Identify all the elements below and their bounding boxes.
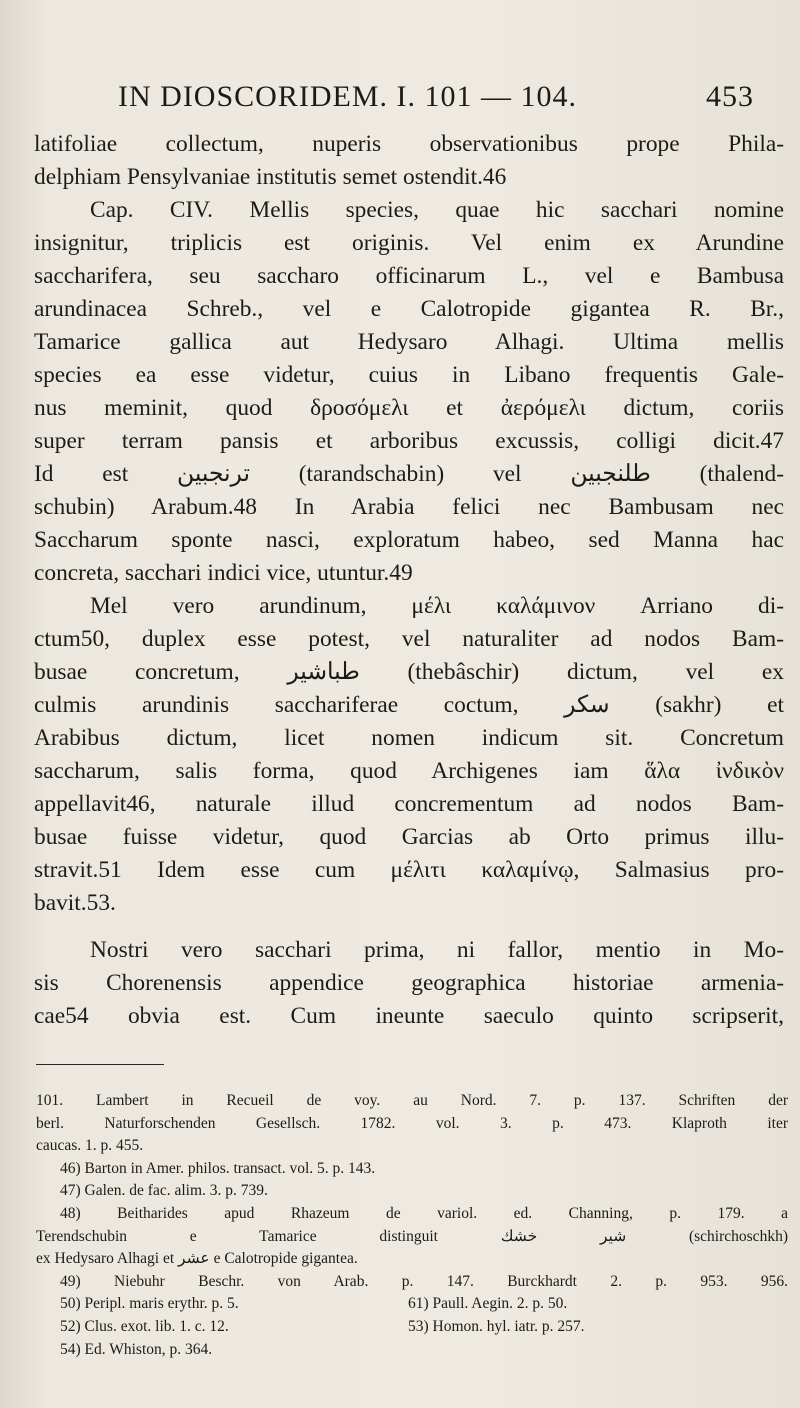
text-line: appellavit46, naturale illud concrementum ad nodos Bam-	[34, 791, 784, 817]
text-line: schubin) Arabum.48 In Arabia felici nec Bambusam nec	[34, 494, 784, 520]
text-line: Cap. CIV. Mellis species, quae hic sacchari nomine	[90, 197, 784, 223]
text-line: arundinacea Schreb., vel e Calotropide gigantea R. Br.,	[34, 296, 784, 322]
text-line: culmis arundinis sacchariferae coctum, سكر (sakhr) et	[34, 692, 784, 718]
text-line: Saccharum sponte nasci, exploratum habeo, sed Manna hac	[34, 527, 784, 553]
text-line: Mel vero arundinum, μέλι καλάμινον Arriano di-	[90, 593, 784, 619]
text-line: species ea esse videtur, cuius in Libano frequentis Gale-	[34, 362, 784, 388]
footnote-right: 61) Paull. Aegin. 2. p. 50.	[408, 1295, 568, 1313]
text-line: delphiam Pensylvaniae institutis semet ostendit.46	[34, 164, 507, 190]
text-line: busae fuisse videtur, quod Garcias ab Orto primus illu-	[34, 824, 784, 850]
text-line: insignitur, triplicis est originis. Vel enim ex Arundine	[34, 230, 784, 256]
text-line: latifoliae collectum, nuperis observationibus prope Phila-	[34, 131, 784, 157]
footnote-line: 54) Ed. Whiston, p. 364.	[60, 1340, 213, 1358]
footnote-left: 50) Peripl. maris erythr. p. 5.	[60, 1295, 239, 1313]
footnote-line: caucas. 1. p. 455.	[36, 1137, 144, 1155]
footnotes	[36, 1090, 788, 1361]
text-line: concreta, sacchari indici vice, utuntur.49	[34, 560, 413, 586]
running-title: IN DIOSCORIDEM. I. 101 — 104.	[118, 80, 577, 113]
text-line: Arabibus dictum, licet nomen indicum sit. Concretum	[34, 725, 784, 751]
footnote-rule	[36, 1064, 164, 1065]
text-line: saccharifera, seu saccharo officinarum L., vel e Bambusa	[34, 263, 784, 289]
text-line: Nostri vero sacchari prima, ni fallor, mentio in Mo-	[90, 937, 784, 963]
footnote-pair	[36, 1293, 788, 1316]
footnote-left: 52) Clus. exot. lib. 1. c. 12.	[60, 1317, 229, 1335]
running-header	[118, 80, 770, 124]
footnote-line: 49) Niebuhr Beschr. von Arab. p. 147. Burckhardt 2. p. 953. 956.	[60, 1272, 788, 1290]
footnote-line: 46) Barton in Amer. philos. transact. vol. 5. p. 143.	[60, 1159, 376, 1177]
text-line: sis Chorenensis appendice geographica historiae armenia-	[34, 970, 784, 996]
text-line: ctum50, duplex esse potest, vel naturaliter ad nodos Bam-	[34, 626, 784, 652]
text-line: busae concretum, طباشير (thebâschir) dictum, vel ex	[34, 659, 784, 685]
footnote-line: 48) Beitharides apud Rhazeum de variol. ed. Channing, p. 179. a	[60, 1204, 788, 1222]
footnote-line: berl. Naturforschenden Gesellsch. 1782. vol. 3. p. 473. Klaproth iter	[36, 1114, 788, 1132]
text-line: super terram pansis et arboribus excussis, colligi dicit.47	[34, 428, 784, 454]
footnote-line: ex Hedysaro Alhagi et عشر e Calotropide gigantea.	[36, 1250, 358, 1268]
text-line: Id est ترنجبين (tarandschabin) vel طلنجبين (thalend-	[34, 461, 784, 487]
text-line: Tamarice gallica aut Hedysaro Alhagi. Ultima mellis	[34, 329, 784, 355]
footnote-pair	[36, 1316, 788, 1339]
footnote-line: Terendschubin e Tamarice distinguit شير خشك (schirchoschkh)	[36, 1227, 788, 1245]
text-line: cae54 obvia est. Cum ineunte saeculo quinto scripserit,	[34, 1003, 784, 1029]
text-line: nus meminit, quod δροσόμελι et ἀερόμελι dictum, coriis	[34, 395, 784, 421]
text-line: stravit.51 Idem esse cum μέλιτι καλαμίνῳ, Salmasius pro-	[34, 857, 784, 883]
footnote-line: 47) Galen. de fac. alim. 3. p. 739.	[60, 1182, 268, 1200]
footnote-right: 53) Homon. hyl. iatr. p. 257.	[408, 1317, 585, 1335]
text-line: bavit.53.	[34, 890, 116, 916]
page-number: 453	[706, 80, 754, 113]
footnote-line: 101. Lambert in Recueil de voy. au Nord. 7. p. 137. Schriften der	[36, 1092, 788, 1109]
text-line: saccharum, salis forma, quod Archigenes iam ἅλα ἰνδικὸν	[34, 758, 784, 784]
main-text	[34, 128, 784, 1033]
